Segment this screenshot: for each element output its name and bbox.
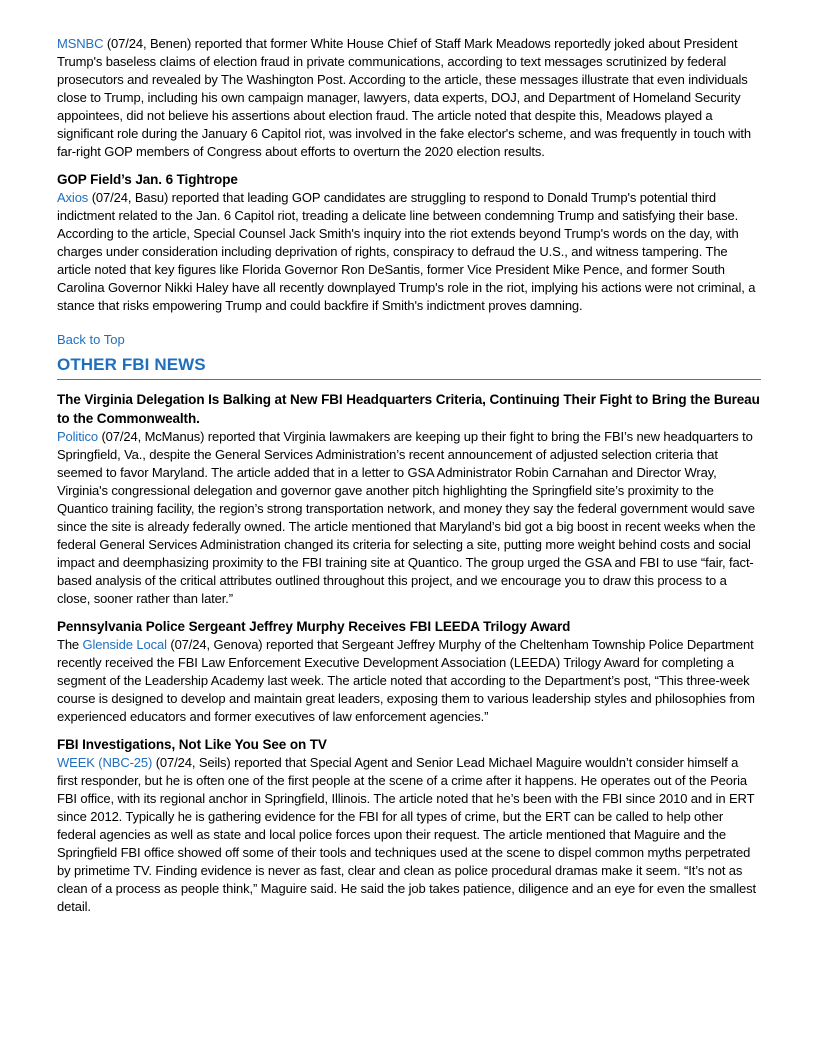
article-body: (07/24, Benen) reported that former White House Chief of Staff Mark Meadows reportedly joked about President Trump's baseless claims of election fraud in private communications, according to text messages scrutinized by federal prosecutors and revealed by The Washington Post. According to the article, these messages illustrate that even individuals close to Trump, including his own campaign manager, lawyers, data experts, DOJ, and Department of Homeland Security appointees, did not believe his assertions about election fraud. The article noted that despite this, Meadows played a significant role during the January 6 Capitol riot, was involved in the fake elector's scheme, and was frequently in touch with far-right GOP members of Congress about efforts to overturn the 2020 election results.	[57, 36, 751, 159]
source-link-msnbc[interactable]: MSNBC	[57, 36, 104, 51]
article-title-virginia-delegation: The Virginia Delegation Is Balking at New FBI Headquarters Criteria, Continuing Their Fight to Bring the Bureau to the Commonwealth.	[57, 392, 760, 426]
back-to-top-link[interactable]: Back to Top	[57, 332, 125, 347]
article-msnbc-meadows	[57, 35, 761, 161]
article-body: (07/24, McManus) reported that Virginia lawmakers are keeping up their fight to bring the FBI’s new headquarters to Springfield, Va., despite the General Services Administration’s recent announcement of adjusted selection criteria that seemed to favor Maryland. The article added that in a letter to GSA Administrator Robin Carnahan and Director Wray, Virginia's congressional delegation and governor gave another pitch highlighting the Springfield site’s proximity to the Quantico training facility, the region’s strong transportation network, and money they say the federal government would save since the site is already federally owned. The article mentioned that Maryland’s bid got a big boost in recent weeks when the federal General Services Administration changed its criteria for selecting a site, putting more weight behind costs and social impact and deemphasizing proximity to the FBI training site at Quantico. The group urged the GSA and FBI to use “fair, fact-based analysis of the critical attributes outlined throughout this project, and we encourage you to draw this process to a close, sooner rather than later.”	[57, 429, 756, 606]
article-body: (07/24, Basu) reported that leading GOP candidates are struggling to respond to Donald Trump's potential third indictment related to the Jan. 6 Capitol riot, treading a delicate line between condemning Trump and satisfying their base. According to the article, Special Counsel Jack Smith's inquiry into the riot extends beyond Trump's words on the day, with charges under consideration including deprivation of rights, conspiracy to defraud the U.S., and witness tampering. The article noted that key figures like Florida Governor Ron DeSantis, former Vice President Mike Pence, and former South Carolina Governor Nikki Haley have all recently downplayed Trump's role in the riot, implying his actions were not criminal, a stance that risks empowering Trump and could backfire if Smith's indictment proves damning.	[57, 190, 756, 313]
article-politico-virginia	[57, 428, 761, 608]
source-link-glenside-local[interactable]: Glenside Local	[82, 637, 167, 652]
article-body: (07/24, Genova) reported that Sergeant Jeffrey Murphy of the Cheltenham Township Police Department recently received the FBI Law Enforcement Executive Development Association (LEEDA) Trilogy Award for completing a segment of the Leadership Academy last week. The article noted that according to the Department’s post, “This three-week course is designed to develop and maintain great leaders, exposing them to various leadership styles and philosophies from experienced educators and former executives of law enforcement agencies.”	[57, 637, 755, 724]
article-prefix: The	[57, 637, 83, 652]
source-link-week-nbc25[interactable]: WEEK (NBC-25)	[57, 755, 153, 770]
newsletter-page	[57, 35, 761, 916]
article-title-gop-tightrope: GOP Field’s Jan. 6 Tightrope	[57, 172, 238, 187]
article-week-nbc25	[57, 754, 761, 916]
section-header-other-fbi-news: OTHER FBI NEWS	[57, 353, 761, 380]
source-link-axios[interactable]: Axios	[57, 190, 89, 205]
article-axios-gop	[57, 189, 761, 315]
source-link-politico[interactable]: Politico	[57, 429, 98, 444]
article-body: (07/24, Seils) reported that Special Agent and Senior Lead Michael Maguire wouldn’t consider himself a first responder, but he is often one of the first people at the scene of a crime after it happens. He operates out of the Peoria FBI office, with its regional anchor in Springfield, Illinois. The article noted that he’s been with the FBI since 2010 and in ERT since 2012. Typically he is gathering evidence for the FBI for all types of crime, but the ERT can be called to help other federal agencies as well as state and local police forces upon their request. The article mentioned that Maguire and the Springfield FBI office showed off some of their tools and techniques used at the scene to dispel common myths perpetrated by primetime TV. Finding evidence is never as fast, clear and clean as police procedural dramas make it seem. “It’s not as clean of a process as people think,” Maguire said. He said the job takes patience, diligence and an eye for even the smallest detail.	[57, 755, 756, 914]
article-title-murphy-award: Pennsylvania Police Sergeant Jeffrey Murphy Receives FBI LEEDA Trilogy Award	[57, 619, 571, 634]
article-glenside-murphy	[57, 636, 761, 726]
article-title-fbi-investigations-tv: FBI Investigations, Not Like You See on TV	[57, 737, 327, 752]
